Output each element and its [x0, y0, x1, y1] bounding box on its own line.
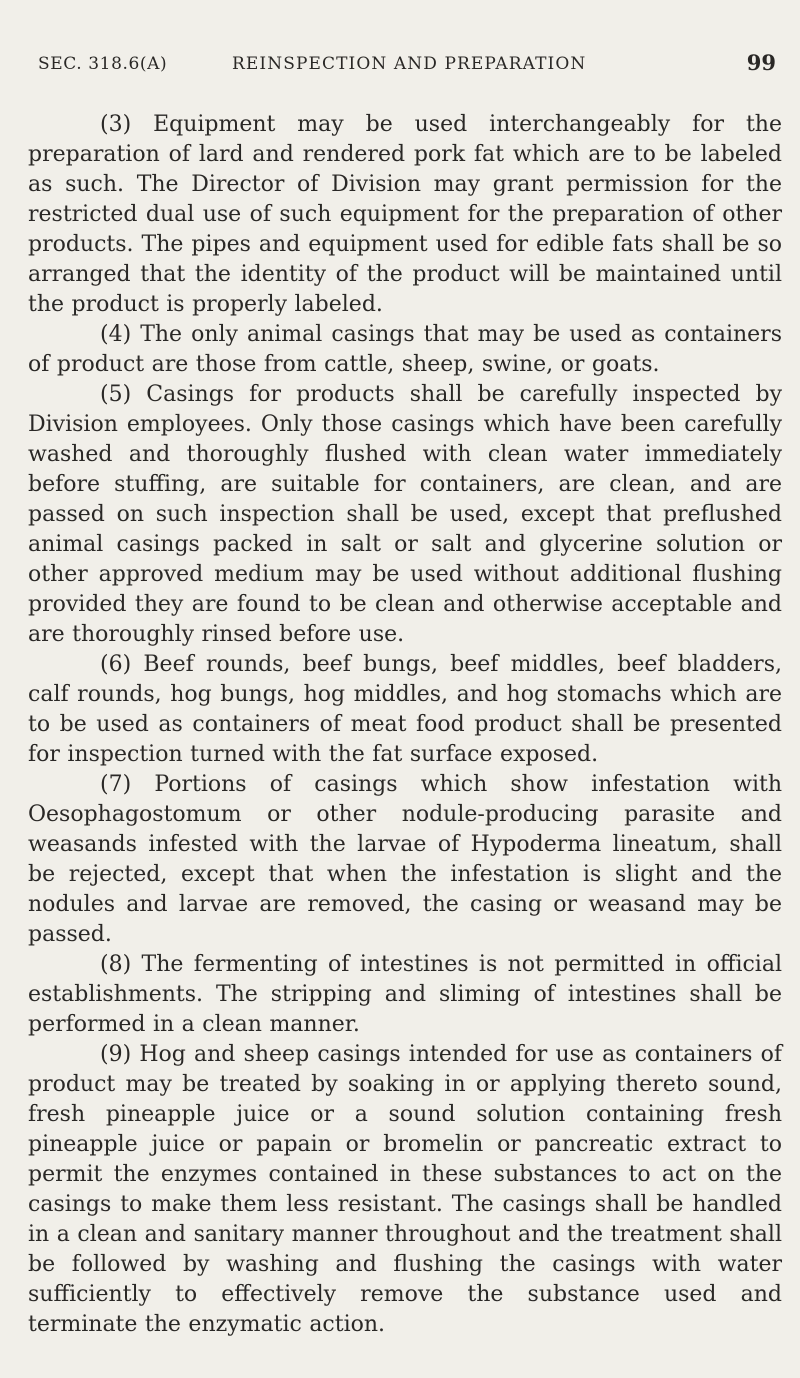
running-title: REINSPECTION AND PREPARATION [232, 54, 587, 74]
paragraph-4-animal-casings: (4) The only animal casings that may be used as containers of product are those from cattle, sheep, swine, or goats. [28, 322, 782, 377]
paragraph-3-equipment: (3) Equipment may be used interchangeably for the preparation of lard and rendered pork fat which are to be labeled as such. The Director of Division may grant permission for the restricted dual use of such equipment for the preparation of other products. The pipes and equipment used for edible fats shall be so arranged that the identity of the product will be maintained until the product is properly labeled. [28, 112, 782, 317]
paragraph-6-fat-surface: (6) Beef rounds, beef bungs, beef middles, beef bladders, calf rounds, hog bungs, hog middles, and hog stomachs which are to be used as containers of meat food product shall be presented for inspection turned with the fat surface exposed. [28, 652, 782, 767]
running-head [28, 0, 782, 86]
paragraph-9-enzyme-treatment: (9) Hog and sheep casings intended for use as containers of product may be treated by soaking in or applying thereto sound, fresh pineapple juice or a sound solution containing fresh pineapple juice or papain or bromelin or pancreatic extract to permit the enzymes contained in these substances to act on the casings to make them less resistant. The casings shall be handled in a clean and sanitary manner throughout and the treatment shall be followed by washing and flushing the casings with water sufficiently to effectively remove the substance used and terminate the enzymatic action. [28, 1042, 782, 1337]
section-reference: SEC. 318.6(A) [38, 54, 168, 74]
body-text [28, 110, 782, 1340]
paragraph-8-fermenting: (8) The fermenting of intestines is not permitted in official establishments. The stripping and sliming of intestines shall be performed in a clean manner. [28, 952, 782, 1037]
paragraph-5-casing-inspection: (5) Casings for products shall be carefully inspected by Division employees. Only those casings which have been carefully washed and thoroughly flushed with clean water immediately before stuffing, are suitable for containers, are clean, and are passed on such inspection shall be used, except that preflushed animal casings packed in salt or salt and glycerine solution or other approved medium may be used without additional flushing provided they are found to be clean and otherwise acceptable and are thoroughly rinsed before use. [28, 382, 782, 647]
page-number: 99 [746, 50, 776, 75]
paragraph-7-infestation: (7) Portions of casings which show infestation with Oesophagostomum or other nodule-producing parasite and weasands infested with the larvae of Hypoderma lineatum, shall be rejected, except that when the infestation is slight and the nodules and larvae are removed, the casing or weasand may be passed. [28, 772, 782, 947]
